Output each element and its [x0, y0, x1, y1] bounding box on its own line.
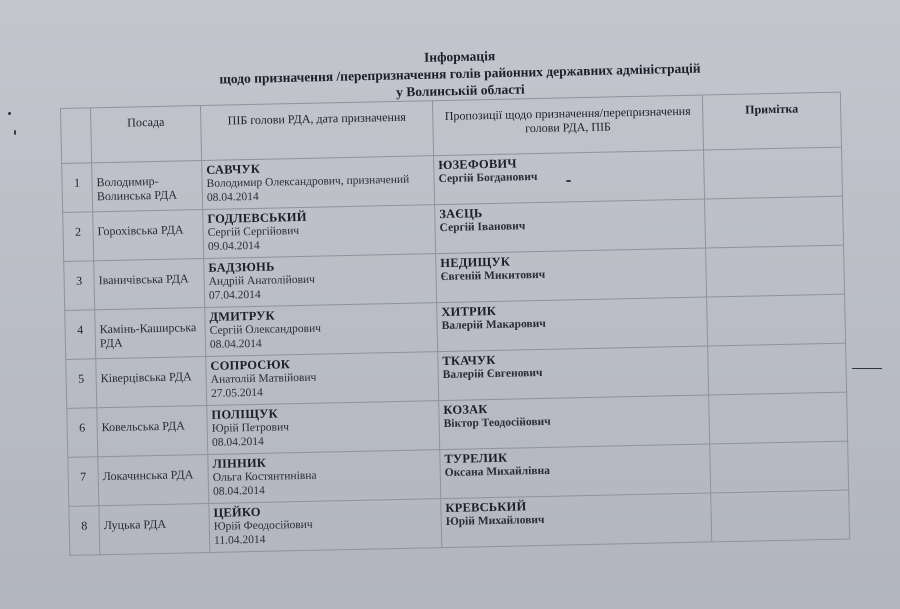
head-surname: ЦЕЙКО [213, 504, 261, 520]
row-note [710, 441, 849, 493]
head-name: Юрій Феодосійович [213, 518, 313, 533]
row-position: Ковельська РДА [97, 405, 208, 456]
proposal-surname: КОЗАК [443, 402, 488, 418]
title-line-1: Інформація [423, 48, 496, 65]
row-head [206, 352, 439, 406]
row-note [708, 343, 847, 395]
scan-speck [14, 130, 16, 135]
head-surname: БАДЗЮНЬ [208, 259, 275, 275]
proposal-surname: ТКАЧУК [442, 352, 496, 369]
row-head [209, 499, 442, 553]
proposal-name: Валерій Євгенович [442, 366, 543, 382]
head-surname: САВЧУК [206, 161, 261, 177]
head-date: 07.04.2014 [208, 288, 261, 302]
row-number: 7 [68, 457, 99, 507]
row-proposal [439, 395, 710, 450]
row-head [207, 401, 440, 455]
proposal-surname: НЕДИЩУК [440, 254, 511, 271]
row-position: Горохівська РДА [93, 210, 204, 261]
head-name: Юрій Петрович [211, 421, 290, 435]
row-proposal [436, 248, 707, 303]
row-note [707, 294, 846, 346]
row-head [208, 450, 441, 504]
row-position: Ківерцівська РДА [96, 357, 207, 408]
proposal-surname: ЗАЄЦЬ [439, 206, 483, 222]
row-position: Луцька РДА [99, 503, 210, 554]
row-head [203, 205, 436, 259]
row-number: 8 [69, 506, 100, 556]
row-number: 4 [65, 310, 96, 360]
header-num [61, 108, 92, 164]
row-note [705, 196, 844, 248]
row-note [704, 147, 843, 199]
proposal-name: Оксана Михайлівна [444, 464, 551, 480]
head-date: 11.04.2014 [213, 533, 266, 547]
proposal-surname: ХИТРИК [441, 303, 497, 320]
head-date: 09.04.2014 [207, 239, 260, 253]
head-date: 08.04.2014 [209, 337, 262, 351]
row-position: Іваничівська РДА [94, 259, 205, 310]
proposal-name: Сергій Богданович [438, 171, 538, 186]
head-name: Ольга Костянтинівна [212, 469, 317, 484]
row-head [202, 156, 435, 210]
head-surname: ПОЛІЩУК [211, 406, 278, 422]
head-date: 08.04.2014 [206, 190, 259, 204]
header-head: ПІБ голови РДА, дата призначення [200, 101, 433, 161]
row-proposal [435, 199, 706, 254]
title-line-3: у Волинській області [395, 81, 525, 100]
head-name: Сергій Сергійович [207, 225, 300, 239]
row-position: Камінь-Каширська РДА [95, 308, 206, 359]
row-note [709, 392, 848, 444]
head-date: 08.04.2014 [212, 484, 265, 498]
row-proposal [434, 150, 705, 205]
head-name: Анатолій Матвійович [210, 371, 317, 386]
row-note [706, 245, 845, 297]
scan-speck [8, 112, 11, 115]
row-number: 6 [67, 408, 98, 458]
head-date: 08.04.2014 [211, 435, 264, 449]
appointments-table [60, 92, 850, 556]
head-name: Андрій Анатолійович [208, 273, 316, 288]
head-surname: ГОДЛЕВСЬКИЙ [207, 209, 307, 226]
row-number: 5 [66, 359, 97, 409]
proposal-name: Євгеній Микитович [440, 268, 546, 284]
row-number: 3 [64, 261, 95, 311]
head-name: Володимир Олександрович, призначений [206, 173, 410, 190]
proposal-surname: ЮЗЕФОВИЧ [438, 156, 517, 173]
proposal-name: Валерій Макарович [441, 317, 546, 333]
row-proposal [441, 493, 712, 548]
header-position: Посада [91, 106, 202, 163]
head-name: Сергій Олександрович [209, 322, 322, 337]
row-proposal [438, 346, 709, 401]
row-number: 2 [63, 212, 94, 262]
row-head [205, 303, 438, 357]
row-note [711, 490, 850, 542]
row-number: 1 [62, 163, 93, 213]
row-proposal [440, 444, 711, 499]
header-proposal: Пропозиції щодо призначення/перепризначення голови РДА, ПІБ [432, 95, 703, 156]
head-surname: СОПРОСЮК [210, 357, 291, 373]
row-head [204, 254, 437, 308]
row-position: Локачинська РДА [98, 454, 209, 505]
head-date: 27.05.2014 [210, 386, 263, 400]
appointments-table-wrapper [60, 91, 870, 608]
title-line-2: щодо призначення /перепризначення голів районних державних адміністрацій [219, 60, 701, 87]
proposal-name: Юрій Михайлович [445, 513, 545, 529]
proposal-name: Віктор Теодосійович [443, 415, 551, 431]
proposal-surname: КРЕВСЬКИЙ [445, 499, 527, 516]
proposal-surname: ТУРЕЛИК [444, 450, 508, 467]
header-note: Примітка [702, 92, 841, 150]
row-position: Володимир-Волинська РДА [92, 161, 203, 212]
head-surname: ДМИТРУК [209, 308, 275, 324]
head-surname: ЛІННИК [212, 455, 267, 471]
row-proposal [437, 297, 708, 352]
proposal-name: Сергій Іванович [439, 220, 526, 235]
